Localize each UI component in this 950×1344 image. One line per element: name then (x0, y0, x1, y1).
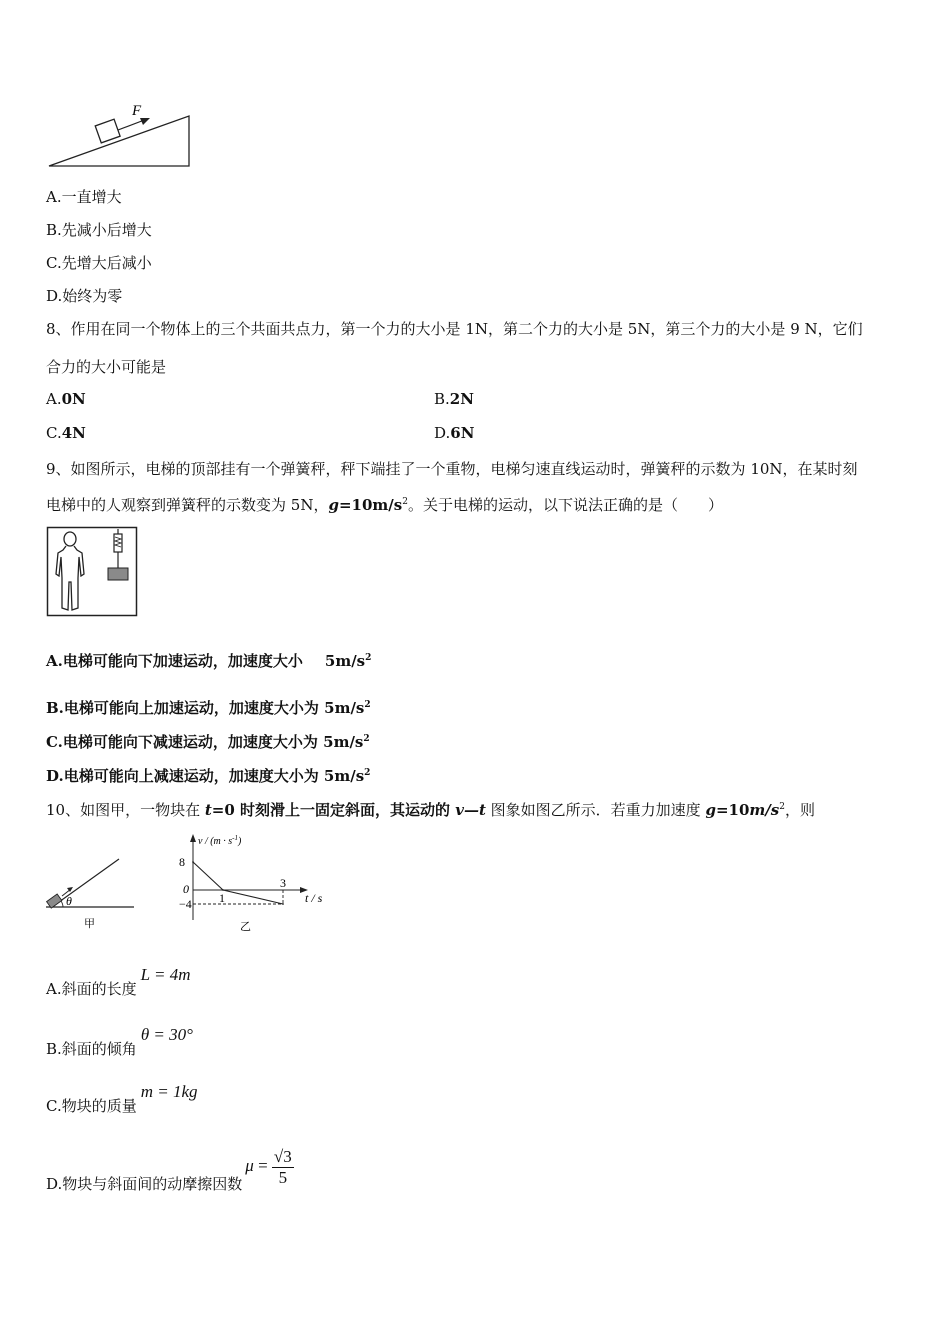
angle-arc (61, 901, 63, 907)
stem-var-t: t (204, 801, 212, 819)
option-key: B. (46, 1040, 62, 1058)
option-value: 5m/s (324, 652, 366, 670)
block (47, 894, 62, 908)
stem-text: =0 时刻滑上一固定斜面，其运动的 (211, 801, 456, 819)
q8-option-c[interactable] (46, 424, 86, 442)
option-key: D. (46, 287, 63, 305)
option-sup: 2 (365, 653, 372, 663)
q8-option-b[interactable] (434, 390, 474, 408)
option-key: B. (46, 221, 62, 239)
option-text: 6N (450, 424, 475, 442)
block (95, 119, 120, 143)
option-formula: L = 4m (140, 965, 191, 984)
option-text: 0N (61, 390, 86, 408)
incline-triangle (49, 116, 189, 166)
option-text: 先减小后增大 (61, 221, 152, 239)
option-key: D. (46, 1175, 63, 1194)
option-text: 电梯可能向下减速运动，加速度大小为 5m/s (62, 733, 364, 751)
option-text: 电梯可能向下加速运动，加速度大小 (62, 652, 303, 670)
q8-option-d[interactable] (434, 424, 474, 442)
option-key: A. (46, 980, 62, 998)
q7-option-b[interactable] (46, 219, 152, 240)
option-sup: 2 (364, 700, 371, 710)
option-text: 斜面的长度 (61, 980, 137, 998)
vt-y-tick-label: −4 (179, 897, 192, 911)
q10-stem (46, 799, 815, 820)
y-axis-label: $v / (m \cdot s^{-1})$ (198, 834, 242, 847)
y-axis-arrow (190, 834, 196, 842)
q9-option-d[interactable] (46, 765, 370, 786)
option-text: 先增大后减小 (61, 254, 152, 272)
option-key: C. (46, 1097, 62, 1115)
option-text: 电梯可能向上减速运动，加速度大小为 5m/s (63, 767, 365, 785)
q9-option-b[interactable] (46, 697, 371, 718)
stem-sup: 2 (402, 497, 408, 507)
q10-option-a[interactable] (46, 964, 191, 998)
option-key: A. (46, 188, 62, 206)
q10-option-d[interactable] (46, 1141, 294, 1194)
option-text: 始终为零 (62, 287, 123, 305)
stem-var-g: g (705, 801, 716, 819)
numerator: √3 (273, 1147, 292, 1166)
option-key: A. (46, 390, 62, 408)
option-formula: m = 1kg (140, 1082, 198, 1101)
stem-text: ，则 (784, 801, 815, 819)
option-text: 电梯可能向上加速运动，加速度大小为 5m/s (63, 699, 365, 717)
option-key: A. (46, 652, 63, 670)
q9-option-a[interactable] (46, 650, 371, 671)
option-sup: 2 (363, 734, 370, 744)
origin-label: 0 (183, 882, 189, 896)
option-text: 物块与斜面间的动摩擦因数 (62, 1175, 243, 1194)
stem-text: 图象如图乙所示．若重力加速度 (485, 801, 706, 819)
option-formula: θ = 30° (140, 1025, 193, 1044)
stem-text: 10、如图甲，一物块在 (46, 801, 205, 819)
stem-value: =10m/s (338, 496, 403, 514)
option-text: 一直增大 (61, 188, 122, 206)
vt-data-point (192, 861, 194, 863)
weight-block (108, 568, 128, 580)
q7-option-c[interactable] (46, 252, 152, 273)
fig-jia (44, 852, 139, 934)
option-formula: μ = $\frac{√3}{5}$ (245, 1147, 292, 1187)
option-key: C. (46, 424, 62, 442)
q7-option-a[interactable] (46, 186, 122, 207)
stem-var-vt: v—t (455, 801, 486, 819)
q9-stem-line1: 9、如图所示，电梯的顶部挂有一个弹簧秤，秤下端挂了一个重物，电梯匀速直线运动时，弹簧秤的示数为 10N，在某时刻 (46, 460, 858, 478)
stem-text: 。关于电梯的运动，以下说法正确的是（ ） (407, 496, 723, 514)
mu-symbol: μ (245, 1156, 254, 1176)
option-text: 2N (449, 390, 474, 408)
force-label: F (132, 103, 142, 119)
option-key: C. (46, 733, 63, 751)
stem-text: 电梯中的人观察到弹簧秤的示数变为 5N， (46, 496, 329, 514)
option-key: B. (434, 390, 450, 408)
fig-yi-caption: 乙 (240, 921, 251, 933)
q9-option-c[interactable] (46, 731, 370, 752)
force-arrowhead (140, 118, 150, 125)
vt-y-tick-label: 8 (179, 855, 185, 869)
option-text: 4N (61, 424, 86, 442)
q10-option-b[interactable] (46, 1024, 193, 1058)
option-key: D. (46, 767, 64, 785)
denominator: 5 (278, 1168, 288, 1187)
stem-var-g: g (328, 496, 339, 514)
q8-stem-line1: 8、作用在同一个物体上的三个共面共点力，第一个力的大小是 1N，第二个力的大小是 5N，第三个力的大小是 9 N，它们 (46, 320, 863, 338)
option-key: D. (434, 424, 451, 442)
q8-stem-line2: 合力的大小可能是 (46, 358, 167, 376)
stem-sup: 2 (779, 802, 785, 812)
fig-yi-vt-graph (168, 830, 333, 934)
q8-option-a[interactable] (46, 390, 86, 408)
vt-x-tick-label: 3 (280, 876, 286, 890)
q7-option-d[interactable] (46, 285, 122, 306)
option-sup: 2 (364, 768, 371, 778)
fraction (272, 1147, 294, 1188)
slope-line (52, 859, 119, 907)
elevator-figure (46, 526, 139, 617)
option-text: 物块的质量 (61, 1097, 137, 1115)
incline-force-figure (44, 98, 196, 172)
option-key: B. (46, 699, 64, 717)
q10-option-c[interactable] (46, 1081, 198, 1115)
stem-unit: m/s (749, 801, 780, 819)
vt-series-line (193, 862, 283, 904)
stem-value: =10 (715, 801, 750, 819)
vt-data-point (222, 889, 224, 891)
option-key: C. (46, 254, 62, 272)
x-axis-label: t / s (305, 891, 323, 905)
fig-jia-caption: 甲 (84, 918, 95, 930)
angle-label: θ (66, 894, 72, 908)
q9-stem-line2 (46, 494, 723, 515)
option-text: 斜面的倾角 (61, 1040, 137, 1058)
vt-x-tick-label: 1 (219, 891, 225, 905)
